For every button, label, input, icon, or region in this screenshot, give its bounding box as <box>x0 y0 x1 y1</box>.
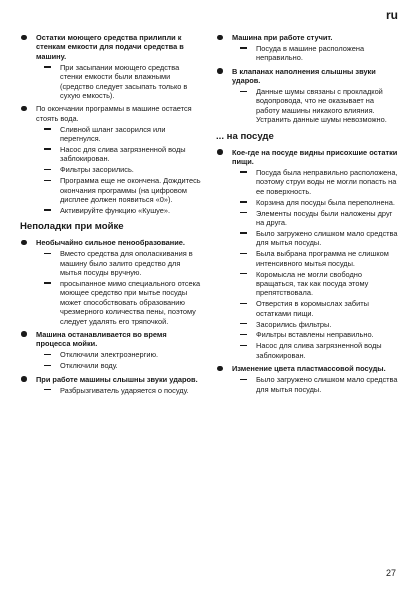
cause-item <box>232 270 398 298</box>
troubleshoot-item <box>216 67 398 125</box>
cause-text: Посуда в машине расположена неправильно. <box>256 43 365 63</box>
cause-text: Разбрызгиватель ударяется о посуду. <box>60 385 189 395</box>
dash-icon <box>240 201 247 202</box>
cause-text: Коромысла не могли свободно вращаться, так как посуда этому препятствовала. <box>256 269 369 298</box>
dash-icon <box>44 209 51 210</box>
cause-text: Засорились фильтры. <box>256 319 332 329</box>
cause-text: Данные шумы связаны с прокладкой водопровода, что не оказывает на работу машины никакого влияния. Устранить данные шумы невозможно. <box>256 87 387 125</box>
troubleshoot-item <box>216 148 398 361</box>
dash-icon <box>240 212 247 213</box>
dash-icon <box>240 379 247 380</box>
cause-item <box>36 145 202 164</box>
cause-item <box>232 229 398 248</box>
item-title: Машина при работе стучит. <box>232 33 333 42</box>
cause-item <box>36 386 202 395</box>
dash-icon <box>44 128 51 129</box>
section-heading: Неполадки при мойке <box>20 221 124 233</box>
bullet-dot-icon <box>21 35 27 41</box>
cause-text: Корзина для посуды была переполнена. <box>256 197 395 207</box>
item-title: Остатки моющего средства прилипли к стенкам емкости для подачи средства в машину. <box>36 33 184 61</box>
cause-item <box>232 375 398 394</box>
bullet-dot-icon <box>217 149 223 155</box>
dash-icon <box>44 180 51 181</box>
left-column <box>20 33 202 399</box>
dash-icon <box>44 365 51 366</box>
item-title: Изменение цвета пластмассовой посуды. <box>232 364 386 374</box>
troubleshoot-item <box>216 364 398 394</box>
dash-icon <box>240 334 247 335</box>
cause-item <box>36 176 202 204</box>
dash-icon <box>44 169 51 170</box>
right-column <box>216 33 398 398</box>
cause-item <box>36 206 202 215</box>
troubleshoot-item <box>216 33 398 63</box>
cause-item <box>232 249 398 268</box>
dash-icon <box>44 66 51 67</box>
cause-text: При засыпании моющего средства стенки емкости были влажными (средство следует засыпать только в сухую емкость). <box>60 62 188 100</box>
cause-item <box>232 87 398 125</box>
cause-text: Было загружено слишком мало средства для мытья посуды. <box>256 375 398 394</box>
cause-text: Фильтры засорились. <box>60 165 134 175</box>
dash-icon <box>240 345 247 346</box>
item-title: Необычайно сильное пенообразование. <box>36 238 185 248</box>
cause-item <box>36 63 202 101</box>
cause-text: Насос для слива загрязненной воды заблокирован. <box>256 341 382 360</box>
item-title: Кое-где на посуде видны присохшие остатки пищи. <box>232 147 398 167</box>
bullet-dot-icon <box>21 106 27 112</box>
troubleshoot-item <box>20 104 202 215</box>
cause-item <box>36 350 202 359</box>
cause-item <box>232 198 398 207</box>
cause-text: Сливной шланг засорился или перегнулся. <box>60 124 166 144</box>
dash-icon <box>44 253 51 254</box>
cause-item <box>36 279 202 326</box>
dash-icon <box>240 323 247 324</box>
cause-text: Посуда была неправильно расположена, поэтому струи воды не могли попасть на ее поверхность. <box>256 167 398 196</box>
bullet-dot-icon <box>21 240 27 246</box>
bullet-dot-icon <box>21 376 27 382</box>
item-title: Машина останавливается во время процесса мойки. <box>36 329 167 349</box>
troubleshoot-item <box>20 238 202 326</box>
cause-text: просыпанное мимо специального отсека моющее средство при мытье посуды может способствовать образованию чрезмерного количества пены, поэтому следует удалять его тряпочкой. <box>60 278 201 326</box>
cause-item <box>36 361 202 370</box>
dash-icon <box>44 148 51 149</box>
bullet-dot-icon <box>21 331 27 337</box>
cause-text: Вместо средства для ополаскивания в машину было залито средство для мытья посуды вручную. <box>60 249 193 278</box>
cause-text: Активируйте функцию «Кушуе». <box>60 205 171 215</box>
dash-icon <box>44 389 51 390</box>
cause-item <box>232 168 398 196</box>
page-number: 27 <box>385 568 396 578</box>
cause-text: Фильтры вставлены неправильно. <box>256 330 374 340</box>
dash-icon <box>240 253 247 254</box>
cause-text: Было загружено слишком мало средства для мытья посуды. <box>256 228 398 248</box>
bullet-dot-icon <box>217 35 223 41</box>
cause-item <box>232 320 398 329</box>
dash-icon <box>44 354 51 355</box>
language-code: ru <box>386 8 398 22</box>
bullet-dot-icon <box>217 68 223 74</box>
cause-text: Насос для слива загрязненной воды заблокирован. <box>60 144 186 164</box>
bullet-dot-icon <box>217 366 223 372</box>
cause-item <box>232 330 398 339</box>
dash-icon <box>44 282 51 283</box>
cause-item <box>232 341 398 360</box>
cause-item <box>232 209 398 228</box>
cause-text: Элементы посуды были наложены друг на друга. <box>256 208 393 227</box>
dash-icon <box>240 171 247 172</box>
item-title: По окончании программы в машине остается стоять вода. <box>36 104 192 123</box>
cause-text: Была выбрана программа не слишком интенсивного мытья посуды. <box>256 249 389 268</box>
item-title: При работе машины слышны звуки ударов. <box>36 374 198 384</box>
dash-icon <box>240 232 247 233</box>
troubleshoot-item <box>20 375 202 395</box>
section-heading: ... на посуде <box>216 130 274 142</box>
cause-item <box>36 165 202 174</box>
dash-icon <box>240 273 247 274</box>
cause-text: Отверстия в коромыслах забиты остатками пищи. <box>256 299 369 318</box>
cause-item <box>36 125 202 144</box>
dash-icon <box>240 91 247 92</box>
cause-item <box>232 299 398 318</box>
troubleshoot-item <box>20 330 202 371</box>
cause-text: Отключили электроэнергию. <box>60 350 159 360</box>
dash-icon <box>240 303 247 304</box>
troubleshoot-item <box>20 33 202 100</box>
cause-text: Программа еще не окончена. Дождитесь окончания программы (на цифровом дисплее должен появиться «0»). <box>60 176 201 204</box>
cause-text: Отключили воду. <box>60 361 118 371</box>
cause-item <box>36 249 202 277</box>
dash-icon <box>240 47 247 48</box>
item-title: В клапанах наполнения слышны звуки ударов. <box>232 66 376 86</box>
cause-item <box>232 44 398 63</box>
